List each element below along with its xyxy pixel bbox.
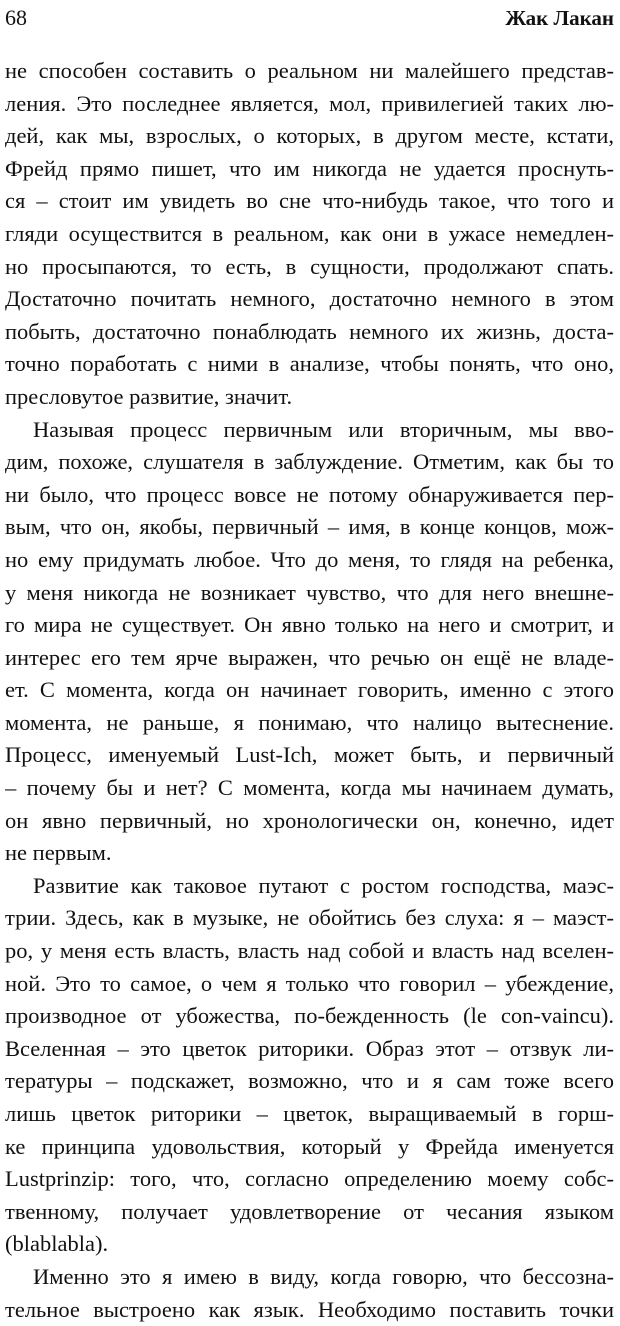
text-line: побыть, достаточно понаблюдать немного их жизнь, доста- bbox=[5, 318, 614, 344]
text-line: пресловутое развитие, значит. bbox=[5, 383, 293, 409]
page-number: 68 bbox=[5, 5, 27, 30]
text-line: момента, не раньше, я понимаю, что налицо вытеснение. bbox=[5, 709, 614, 735]
page-header bbox=[0, 4, 620, 34]
text-line: вым, что он, якобы, первичный – имя, в конце концов, мож- bbox=[5, 514, 614, 540]
text-line: твенному, получает удовлетворение от чесания языком bbox=[5, 1198, 614, 1224]
text-line: Процесс, именуемый Lust-Ich, может быть, и первичный bbox=[5, 742, 614, 768]
text-line: трии. Здесь, как в музыке, не обойтись без слуха: я – маэст- bbox=[5, 905, 614, 931]
text-line: ной. Это то самое, о чем я только что говорил – убеждение, bbox=[5, 970, 614, 996]
text-line: но ему придумать любое. Что до меня, то глядя на ребенка, bbox=[5, 546, 614, 572]
text-line: ления. Это последнее является, мол, привилегией таких лю- bbox=[5, 90, 614, 116]
text-line: Достаточно почитать немного, достаточно немного в этом bbox=[5, 286, 614, 312]
text-line: ке принципа удовольствия, который у Фрейда именуется bbox=[5, 1133, 614, 1159]
text-line: – почему бы и нет? С момента, когда мы начинаем думать, bbox=[5, 775, 614, 801]
body-text bbox=[5, 55, 614, 1326]
text-line: ся – стоит им увидеть во сне что-нибудь такое, что того и bbox=[5, 188, 614, 214]
text-line: тельное выстроено как язык. Необходимо поставить точки bbox=[5, 1296, 614, 1322]
text-line: Вселенная – это цветок риторики. Образ этот – отзвук ли- bbox=[5, 1035, 614, 1061]
text-line: не способен составить о реальном ни малейшего представ- bbox=[5, 58, 614, 83]
text-line: точно поработать с ними в анализе, чтобы понять, что оно, bbox=[5, 351, 614, 377]
text-line: дим, похоже, слушателя в заблуждение. Отметим, как бы то bbox=[5, 449, 614, 475]
text-line: го мира не существует. Он явно только на него и смотрит, и bbox=[5, 612, 614, 638]
text-line: не первым. bbox=[5, 840, 112, 866]
text-line: Называя процесс первичным или вторичным, мы вво- bbox=[33, 416, 614, 442]
text-line: ни было, что процесс вовсе не потому обнаруживается пер- bbox=[5, 481, 614, 507]
text-line: ро, у меня есть власть, власть над собой и власть над вселен- bbox=[5, 938, 614, 964]
text-line: интерес его тем ярче выражен, что речью он ещё не владе- bbox=[5, 644, 614, 670]
text-line: Развитие как таковое путают с ростом господства, маэс- bbox=[33, 872, 614, 898]
text-line: (blablabla). bbox=[5, 1231, 109, 1257]
text-line: производное от убожества, по-бежденность (le con-vaincu). bbox=[5, 1003, 614, 1029]
text-line: дей, как мы, взрослых, о которых, в другом месте, кстати, bbox=[5, 123, 614, 149]
text-line: тературы – подскажет, возможно, что и я сам тоже всего bbox=[5, 1068, 614, 1094]
text-line: у меня никогда не возникает чувство, что для него внешне- bbox=[5, 579, 614, 605]
text-line: лишь цветок риторики – цветок, выращиваемый в горш- bbox=[5, 1101, 614, 1126]
text-line: ет. С момента, когда он начинает говорить, именно с этого bbox=[5, 677, 614, 703]
text-line: но просыпаются, то есть, в сущности, продолжают спать. bbox=[5, 253, 614, 279]
text-line: Именно это я имею в виду, когда говорю, что бессозна- bbox=[33, 1263, 614, 1289]
text-line: Фрейд прямо пишет, что им никогда не удается проснуть- bbox=[5, 155, 614, 181]
text-line: Lustprinzip: того, что, согласно определению моему собс- bbox=[5, 1166, 614, 1192]
text-line: гляди осуществится в реальном, как они в ужасе немедлен- bbox=[5, 220, 614, 246]
text-line: он явно первичный, но хронологически он, конечно, идет bbox=[5, 807, 614, 833]
running-head: Жак Лакан bbox=[505, 6, 614, 30]
